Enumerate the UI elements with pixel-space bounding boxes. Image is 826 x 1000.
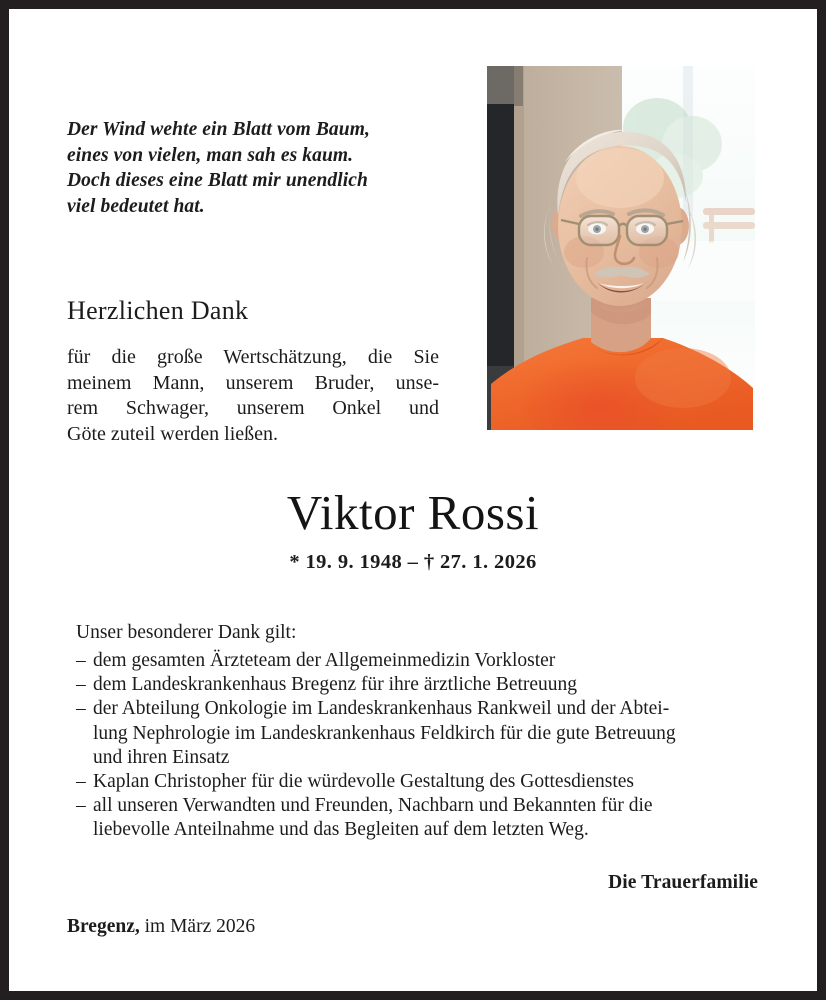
poem-line: Der Wind wehte ein Blatt vom Baum, bbox=[67, 119, 370, 140]
list-item bbox=[76, 770, 776, 794]
list-item bbox=[76, 649, 776, 673]
list-item-text bbox=[93, 794, 776, 842]
list-item-text bbox=[93, 697, 776, 770]
thanks-paragraph-line: rem Schwager, unserem Onkel und bbox=[67, 397, 439, 419]
list-item-line: und ihren Einsatz bbox=[93, 746, 230, 768]
list-dash: – bbox=[76, 674, 86, 696]
list-item-line: all unseren Verwandten und Freunden, Nachbarn und Bekannten für die bbox=[93, 795, 653, 817]
portrait-illustration bbox=[487, 66, 755, 430]
thanks-paragraph bbox=[67, 345, 439, 447]
list-item-line: liebevolle Anteilnahme und das Begleiten auf dem letzten Weg. bbox=[93, 819, 589, 841]
list-item bbox=[76, 673, 776, 697]
list-item bbox=[76, 697, 776, 770]
thanks-paragraph-line: meinem Mann, unserem Bruder, unse- bbox=[67, 371, 439, 394]
list-dash: – bbox=[76, 650, 86, 671]
list-item-text bbox=[93, 649, 776, 673]
obituary-page bbox=[9, 9, 817, 991]
list-item-line: dem gesamten Ärzteteam der Allgemeinmedizin Vorkloster bbox=[93, 650, 556, 671]
place-and-date bbox=[67, 914, 255, 940]
special-thanks-intro: Unser besonderer Dank gilt: bbox=[76, 622, 297, 643]
portrait-photo bbox=[487, 66, 755, 430]
list-item-line: dem Landeskrankenhaus Bregenz für ihre ärztliche Betreuung bbox=[93, 674, 578, 696]
notice-date: im März 2026 bbox=[144, 916, 256, 937]
poem-line: Doch dieses eine Blatt mir unendlich bbox=[67, 170, 368, 191]
list-item-text bbox=[93, 673, 776, 697]
list-dash: – bbox=[76, 771, 86, 793]
memorial-poem bbox=[67, 117, 437, 219]
poem-line: eines von vielen, man sah es kaum. bbox=[67, 144, 354, 166]
deceased-name: Viktor Rossi bbox=[286, 485, 540, 540]
list-dash: – bbox=[76, 698, 86, 720]
special-thanks-list bbox=[76, 649, 776, 843]
list-item-line: lung Nephrologie im Landeskrankenhaus Feldkirch für die gute Betreuung bbox=[93, 722, 676, 744]
poem-line: viel bedeutet hat. bbox=[67, 195, 205, 217]
thanks-heading: Herzlichen Dank bbox=[67, 296, 249, 325]
thanks-paragraph-line: für die große Wertschätzung, die Sie bbox=[67, 346, 439, 368]
list-item-text bbox=[93, 770, 776, 794]
thanks-paragraph-line: Göte zuteil werden ließen. bbox=[67, 422, 279, 445]
place-name: Bregenz, bbox=[67, 916, 140, 937]
list-item-line: Kaplan Christopher für die würdevolle Gestaltung des Gottesdienstes bbox=[93, 771, 635, 793]
family-signature: Die Trauerfamilie bbox=[608, 872, 758, 893]
list-item bbox=[76, 794, 776, 842]
list-dash: – bbox=[76, 795, 86, 817]
list-item-line: der Abteilung Onkologie im Landeskrankenhaus Rankweil und der Abtei- bbox=[93, 698, 670, 720]
life-dates: * 19. 9. 1948 – † 27. 1. 2026 bbox=[289, 551, 537, 573]
